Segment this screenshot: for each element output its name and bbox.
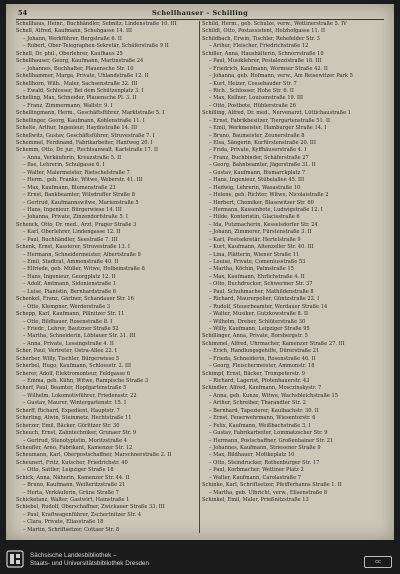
directory-entry: Schellingmann, Herm., Geschäftsführer, Marktstraße 5. I xyxy=(16,110,165,117)
directory-entry: – Ewald, Schlosser, Bei dem Schützenplatz 3. I xyxy=(23,87,144,94)
directory-entry: – Wilhelm, Lokomotivführer, Friedensstr. 22 xyxy=(23,392,137,399)
directory-entry: – Ernst, Bankbeamter, Wilsdruffer Straße 8 xyxy=(23,192,135,199)
directory-entry: Schicketanz, Walter, Gastwirt, Hainstraße 1 xyxy=(16,497,130,503)
directory-entry: – Kurt, Kaufmann, Altenzeller Str. 40. III xyxy=(209,244,314,251)
directory-entry: – Ida, Putzmacherin, Kesselsdorfer Str. 24 xyxy=(209,221,318,228)
directory-entry: Scher, Paul, Vertreter, Ostra-Allee 22. I xyxy=(16,348,117,355)
directory-entry: – Gertrud, Kaufmannswitwe, Marienstraße 5 xyxy=(23,199,139,206)
directory-entry: – Rudolf, Steuerbeamter, Werdauer Straße 14 xyxy=(209,303,328,310)
directory-entry: Schellhorn, Wilh., Maler, Sachsenstraße 32. III xyxy=(16,80,138,87)
directory-entry: – Franz, Zimmermann, Wallstr. 9. I xyxy=(23,102,113,109)
directory-entry: – Erich, Handlungsgehilfe, Dürerstraße 21 xyxy=(209,348,320,355)
directory-entry: – Franz, Buchbinder, Schäferstraße 27 xyxy=(209,154,309,161)
directory-entry: – Paul, Kraftwagenführer, Zschertnitzer Str. 4 xyxy=(23,511,142,518)
running-title: Schellhauser – Schilling xyxy=(151,9,249,17)
directory-entry: – Arthur, Fleischer, Friedrichstraße 12 xyxy=(209,43,309,50)
directory-entry: – Otto, Postbote, Hüblerstraße 26 xyxy=(209,102,297,109)
directory-entry: Scherbel, Hugo, Kaufmann, Schlossstr. 2. III xyxy=(16,363,132,370)
directory-entry: – Max, Kaufmann, Ehrlichstraße 4. II xyxy=(209,273,305,280)
header-rule xyxy=(16,19,384,20)
directory-entry: Schildbach, Erwin, Tischler, Rehefelder Str. 3 xyxy=(202,35,320,42)
directory-entry: – Johann, Zimmerer, Fürstenstraße 3. II xyxy=(209,229,312,236)
directory-entry: – Karl, Oberlehrer, Lindengasse 12. II xyxy=(23,229,121,236)
directory-entry: – Bruno, Kaufmann, Weißeritzstraße 21 xyxy=(23,482,126,489)
directory-entry: – Emma, geb. Kühn, Witwe, Rampische Straße 3 xyxy=(23,378,149,384)
directory-entry: Schepp, Karl, Kaufmann, Pillnitzer Str. 11 xyxy=(16,311,125,318)
directory-entry: – Ernst, Fabrikbesitzer, Tiergartenstraße 51. II xyxy=(209,117,330,124)
directory-entry: – Hilde, Kontoristin, Glacisstraße 6 xyxy=(209,214,300,221)
directory-entry: – Hermann, Postschaffner, Großenhainer Str. 21 xyxy=(209,437,334,444)
right-column xyxy=(202,21,385,535)
directory-entry: Schemmel, Ferdinand, Fabrikarbeiter, Hanfweg 20. I xyxy=(16,140,153,146)
directory-entry: – Otto, Bildhauer, Rosenstraße 8. I xyxy=(23,318,113,325)
directory-entry: – Herta, Verkäuferin, Grüne Straße 7 xyxy=(23,489,119,496)
directory-entry: Schenk, Ernst, Kassierer, Struvestraße 13. I xyxy=(16,244,130,251)
directory-entry: Schenck, Otto, Dr. med., Arzt, Prager Straße 3 xyxy=(16,221,137,228)
directory-entry: Schemm, Otto, Dr. jur., Rechtsanwalt, Karlstraße 17. II xyxy=(16,147,158,154)
directory-entry: – Ilse, Lehrerin, Schulgasse 6. I xyxy=(23,162,105,169)
directory-entry: Schillinger, Anna, Private, Borsbergstr. 5 xyxy=(202,333,308,340)
institution-line-2: Staats- und Universitätsbibliothek Dresden xyxy=(30,559,150,567)
directory-entry: – Martha, Schneiderin, Löbtauer Str. 31. III xyxy=(23,333,136,340)
institution-name xyxy=(30,552,149,568)
directory-entry: – Gertrud, Stenotypistin, Moritzstraße 4 xyxy=(23,437,127,444)
directory-entry: – Hans, Ingenieur, Stübelallee 45. III xyxy=(209,177,305,184)
directory-entry: Schellinger, Georg, Kaufmann, Kohlenstraße 11. I xyxy=(16,117,145,124)
directory-entry: Scherff, Richard, Expedient, Hauptstr. 7 xyxy=(16,407,120,414)
directory-entry: Schiller, Anna, Haushälterin, Schnorrstraße 10 xyxy=(202,50,324,57)
directory-entry: – Herm., geb. Franke, Witwe, Weberstr. 41. III xyxy=(23,177,143,184)
directory-entry: – Elfriede, geb. Müller, Witwe, Holbeinstraße 8 xyxy=(23,266,145,273)
directory-entry: Schinke, Karl, Schriftsetzer, Pfeifferhanns Straße 1. II xyxy=(202,482,342,489)
directory-entry: – Martin, Schriftsetzer, Cottaer Str. 8 xyxy=(23,526,120,533)
directory-entry: – Paul, Buchhändler, Seestraße 7. III xyxy=(23,236,118,243)
directory-entry: – Walter, Malermeister, Rietschelstraße 7 xyxy=(23,169,130,176)
directory-entry: – Gustav, Kaufmann, Bismarckplatz 7 xyxy=(209,169,306,176)
directory-entry: Schiebel, Rudolf, Oberschaffner, Zwickauer Straße 33. III xyxy=(16,504,165,511)
directory-entry: Schellhauser, Georg, Kaufmann, Martinstraße 24 xyxy=(16,58,144,65)
directory-entry: – Max, Kaufmann, Blumenstraße 23 xyxy=(23,184,116,191)
directory-entry: – Kurt, Heizer, Cossebauder Str. 7 xyxy=(209,80,297,87)
directory-entry: – Paul, Musiklehrer, Pestalozzistraße 18. III xyxy=(209,58,322,65)
directory-entry: – Johann, Werkführer, Bergstraße 6. II xyxy=(23,35,122,42)
directory-entry: Schindler, Alfred, Kaufmann, Mosczinskystr. 7 xyxy=(202,385,322,392)
directory-entry: – Elsa, Sängerin, Kurfürstenstraße 20. III xyxy=(209,140,316,146)
directory-entry: – Hans, Ingenieur, Georgplatz 12. II xyxy=(23,273,116,280)
directory-entry: Schild, Herm., geb. Schulze, verw., Wettinerstraße 5. IV xyxy=(202,21,347,27)
license-badge-icon[interactable]: cc xyxy=(364,556,392,568)
directory-entry: – Ernst, Feuerwehrmann, Wiesentorstr. 6 xyxy=(209,415,316,422)
directory-entry: – Gustav, Fabrikarbeiter, Lommatzscher Str. 9 xyxy=(209,430,328,437)
directory-entry: Scheumann, Karl, Oberpostschaffner, Marschnerstraße 2. II xyxy=(16,452,172,459)
directory-entry: Schick, Anna, Näherin, Kamenzer Str. 44. II xyxy=(16,474,130,481)
directory-entry: – Otto, Steindrucker, Rothenburger Str. 17 xyxy=(209,459,320,466)
directory-entry: – Hermann, Schneidermeister, Albertstraße 9 xyxy=(23,251,141,258)
directory-entry: – Emil, Werkmeister, Hamburger Straße 14. I xyxy=(209,125,327,132)
left-column xyxy=(16,21,199,535)
directory-entry: Scherber, Willy, Tischler, Bürgerwiese 5 xyxy=(16,355,120,362)
directory-entry: – Otto, Buchdrucker, Schweriner Str. 37 xyxy=(209,281,313,288)
directory-entry: – Frieda, Schneiderin, Rosenstraße 46. II xyxy=(209,355,316,362)
directory-entry: – Felix, Kaufmann, Weißbachstraße 3. I xyxy=(209,422,311,429)
library-logo-icon xyxy=(6,550,24,568)
directory-entry: – Walter, Musiker, Gutzkowstraße 8. II xyxy=(209,311,309,318)
directory-entry: Schimmel, Alfred, Uhrmacher, Kamenzer Straße 27. III xyxy=(202,340,345,347)
directory-entry: Schell, Alfred, Kaufmann, Schuhgasse 14. III xyxy=(16,28,133,35)
directory-entry: – Otto, Klempner, Werderstraße 3 xyxy=(23,303,111,310)
directory-entry: – Martha, Köchin, Palmstraße 15 xyxy=(209,266,294,273)
page-header xyxy=(14,9,386,19)
directory-entry: – Wilhelm, Dreher, Schlüterstraße 30 xyxy=(209,318,306,325)
directory-entry: – Anna, Verkäuferin, Kreuzstraße 5. II xyxy=(23,154,122,161)
directory-entry: – Luise, Pianistin, Bernhardstraße 6 xyxy=(23,288,117,295)
directory-entry: Scherer, Adolf, Elektromonteur, Feldgasse 6 xyxy=(16,370,130,377)
directory-entry: Schildt, Otto, Postassistent, Holzhofgasse 11. II xyxy=(202,28,326,35)
directory-entry: Schellhammer, Marga, Private, Uhlandstraße 12. II xyxy=(16,73,149,80)
directory-entry: – Johannes, Buchhalter, Plauensche Str. 10 xyxy=(23,65,134,72)
directory-entry: – Lina, Plätterin, Wiener Straße 11 xyxy=(209,251,300,258)
directory-entry: – Rich., Schlosser, Hohe Str. 6. II xyxy=(209,87,294,94)
directory-entry: – Richard, Lagerist, Pfotenhauerstr. 43 xyxy=(209,378,310,384)
directory-entry: – Hermann, Kassenbote, Ludwigstraße 12. I xyxy=(209,206,323,213)
directory-entry: Schellhaus, Heinr., Buchhändler, Sebnitz, Lindenstraße 10. III xyxy=(16,21,177,27)
directory-entry: – Richard, Maurerpolier, Güntzstraße 22. I xyxy=(209,296,320,303)
directory-entry: Scheufler, Arno, Fabrikant, Kamenzer Str. 12 xyxy=(16,444,133,451)
directory-entry: – Paul, Korbmacher, Wettiner Platz 2 xyxy=(209,467,304,474)
directory-entry: – Otto, Sattler, Leipziger Straße 18 xyxy=(23,467,114,474)
directory-entry: Schinkel, Emil, Maler, Prießnitzstraße 13 xyxy=(202,497,309,503)
directory-entry: – Louise, Private, Comeniusstraße 53 xyxy=(209,259,306,265)
column-divider xyxy=(199,21,200,533)
page-number: 54 xyxy=(18,9,28,17)
institution-line-1: Sächsische Landesbibliothek – xyxy=(30,552,117,559)
directory-entry: – Georg, Bahnbeamter, Jägerstraße 31. II xyxy=(209,162,316,169)
directory-page xyxy=(6,4,394,540)
directory-entry: – Johannes, Kaufmann, Striesener Straße 9 xyxy=(209,444,321,451)
directory-entry: Schelte, Arthur, Ingenieur, Haydnstraße 14. III xyxy=(16,125,138,132)
directory-entry: – Herbert, Chemiker, Blasewitzer Str. 60 xyxy=(209,199,314,206)
directory-entry: Scheunert, Fritz, Kutscher, Friedrichstr. 40 xyxy=(16,459,128,466)
directory-entry: Schelling, Max, Schneider, Plauensche Pl. 3. II xyxy=(16,95,137,102)
directory-entry: – Hedwig, Lehrerin, Wasastraße 10 xyxy=(209,184,301,191)
directory-entry: – Friedr., Lehrer, Bautzner Straße 52 xyxy=(23,325,119,332)
directory-entry: – Paul, Schuhmacher, Mathildenstraße 8 xyxy=(209,288,314,295)
directory-entry: Schimpf, Ernst, Bäcker, Trompeterstr. 9 xyxy=(202,370,305,377)
directory-entry: – Arthur, Schreiber, Tharandter Str. 2 xyxy=(209,400,306,407)
directory-entry: Scherling, Alwin, Steinmetz, Hechtstraße 11 xyxy=(16,415,132,422)
directory-entry: – Johanna, geb. Hofmann, verw., Am Reisewitzer Park 5 xyxy=(209,73,353,80)
directory-entry: – Walter, Kaufmann, Carolastraße 7 xyxy=(209,474,301,481)
directory-entry: – Bernhard, Tapezierer, Kaulbachstr. 30. II xyxy=(209,407,319,414)
directory-entry: – Clara, Private, Eliasstraße 18 xyxy=(23,519,104,526)
directory-entry: – Emil, Stadtrat, Ammonstraße 40. II xyxy=(23,259,119,265)
directory-entry: – Helene, geb. Richter, Witwe, Nicolaistraße 2 xyxy=(209,192,329,199)
directory-entry: – Anna, Private, Lessingstraße 4. II xyxy=(23,340,114,347)
directory-entry: Schellwitz, Gustav, Geschäftsführer, Struvestraße 7. I xyxy=(16,132,155,139)
directory-entry: Scheuch, Ernst, Zahntechniker, Grunaer Str. 9 xyxy=(16,430,137,437)
directory-entry: – Max, Kellner, Louisenstraße 19. III xyxy=(209,95,304,102)
directory-entry: – Willy, Kaufmann, Leipziger Straße 95 xyxy=(209,325,310,332)
directory-entry: – Johanna, Private, Zinzendorfstraße 5. I xyxy=(23,214,128,221)
directory-entry: – Max, Bildhauer, Moltkeplatz 10 xyxy=(209,452,295,459)
directory-entry: – Friedrich, Kaufmann, Wormser Straße 42. II xyxy=(209,65,328,72)
directory-entry: – Adolf, Amtmann, Sidonienstraße 1 xyxy=(23,281,117,288)
directory-entry: Scherzer, Emil, Bäcker, Görlitzer Str. 30 xyxy=(16,422,120,429)
directory-entry: – Georg, Fleischermeister, Ammonstr. 18 xyxy=(209,363,315,370)
directory-entry: Schilling, Alfred, Dr. med., Nervenarzt, Lüttichaustraße 1 xyxy=(202,110,351,117)
directory-entry: – Karl, Postsekretär, Hertelstraße 9 xyxy=(209,236,301,243)
directory-entry: Schell, Dr. phil., Oberlehrer, Kaufhaus 25 xyxy=(16,50,123,57)
directory-entry: – Frida, Private, Kyffhäuserstraße 4. I xyxy=(209,147,307,154)
directory-entry: – Hans, Ingenieur, Bürgerwiese 14. III xyxy=(23,206,122,213)
directory-entry: – Bruno, Baumeister, Zeunerstraße 8 xyxy=(209,132,305,139)
directory-entry: – Robert, Ober-Telegraphen-Sekretär, Schäferstraße 9 II xyxy=(23,43,169,50)
directory-entry: Schenkel, Franz, Gärtner, Schandauer Str. 16 xyxy=(16,296,134,303)
directory-entry: Scherf, Paul, Beamter, Hopfgartenstraße 5 xyxy=(16,385,127,392)
directory-entry: – Anna, geb. Kunze, Witwe, Wachsbleichstraße 15 xyxy=(209,392,338,399)
directory-entry: – Martha, geb. Ulbricht, verw., Elisenstraße 8 xyxy=(209,489,328,496)
directory-entry: – Gustav, Maurer, Wintergartenstr. 15. I xyxy=(23,400,126,407)
